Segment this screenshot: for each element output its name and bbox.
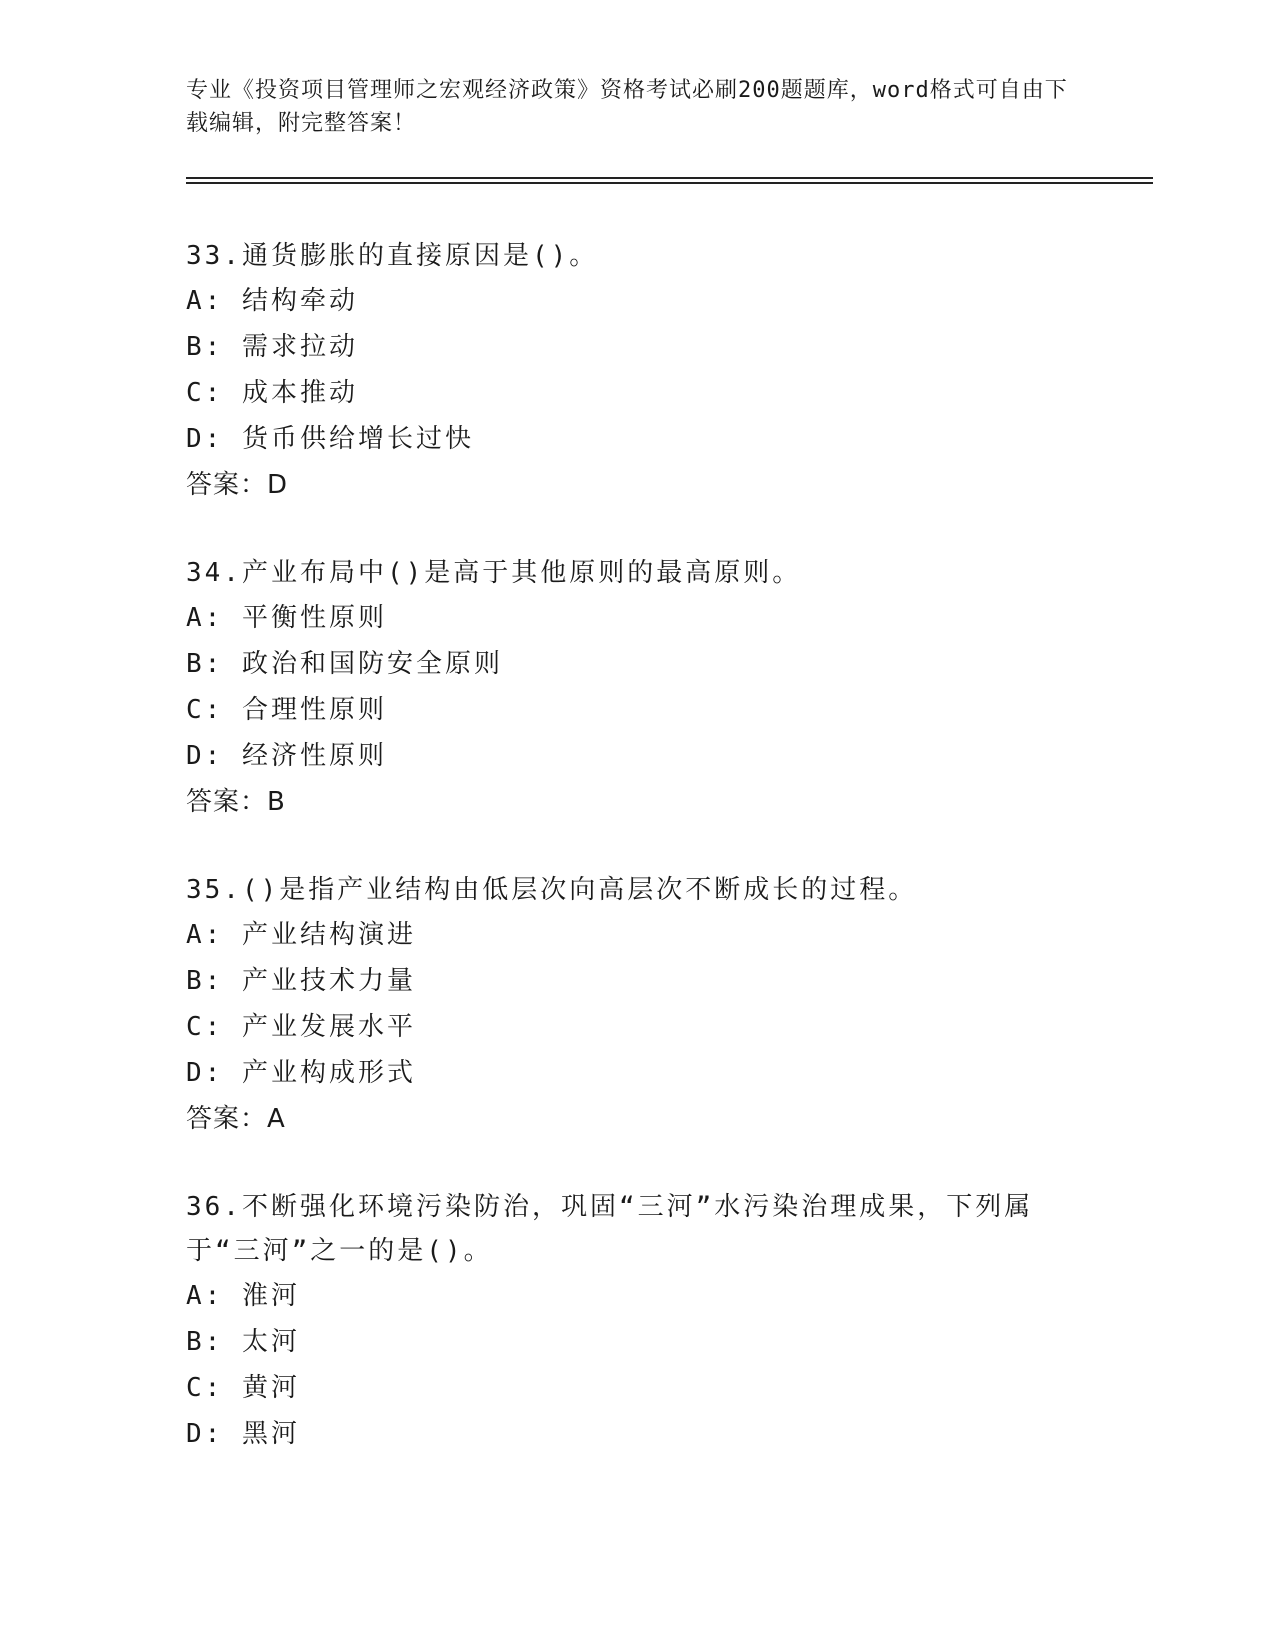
option-c: C: 合理性原则 [186,695,387,725]
question-stem: 36.不断强化环境污染防治，巩固“三河”水污染治理成果，下列属于“三河”之一的是()。 [186,1192,1034,1266]
answer: 答案：A [186,1104,286,1134]
option-b: B: 太河 [186,1327,300,1357]
option-a: A: 淮河 [186,1281,300,1311]
question-34 [186,551,1086,825]
option-b: B: 产业技术力量 [186,966,416,996]
question-stem: 34.产业布局中()是高于其他原则的最高原则。 [186,558,802,588]
option-b: B: 政治和国防安全原则 [186,649,503,679]
option-b: B: 需求拉动 [186,332,358,362]
header-divider [186,177,1153,179]
option-d: D: 黑河 [186,1419,300,1449]
question-36 [186,1185,1086,1457]
option-d: D: 货币供给增长过快 [186,424,474,454]
question-stem: 33.通货膨胀的直接原因是()。 [186,241,599,271]
document-header: 专业《投资项目管理师之宏观经济政策》资格考试必刷200题题库，word格式可自由下载编辑，附完整答案！ [186,78,1068,136]
answer: 答案：D [186,470,289,500]
option-d: D: 产业构成形式 [186,1058,416,1088]
option-a: A: 平衡性原则 [186,603,387,633]
header-divider-second [186,182,1153,184]
option-c: C: 黄河 [186,1373,300,1403]
question-33 [186,234,1086,508]
question-list [186,234,1086,1500]
option-c: C: 成本推动 [186,378,358,408]
option-a: A: 产业结构演进 [186,920,416,950]
question-35 [186,868,1086,1142]
question-stem: 35.()是指产业结构由低层次向高层次不断成长的过程。 [186,875,918,905]
answer: 答案：B [186,787,286,817]
option-c: C: 产业发展水平 [186,1012,416,1042]
option-a: A: 结构牵动 [186,286,358,316]
option-d: D: 经济性原则 [186,741,387,771]
